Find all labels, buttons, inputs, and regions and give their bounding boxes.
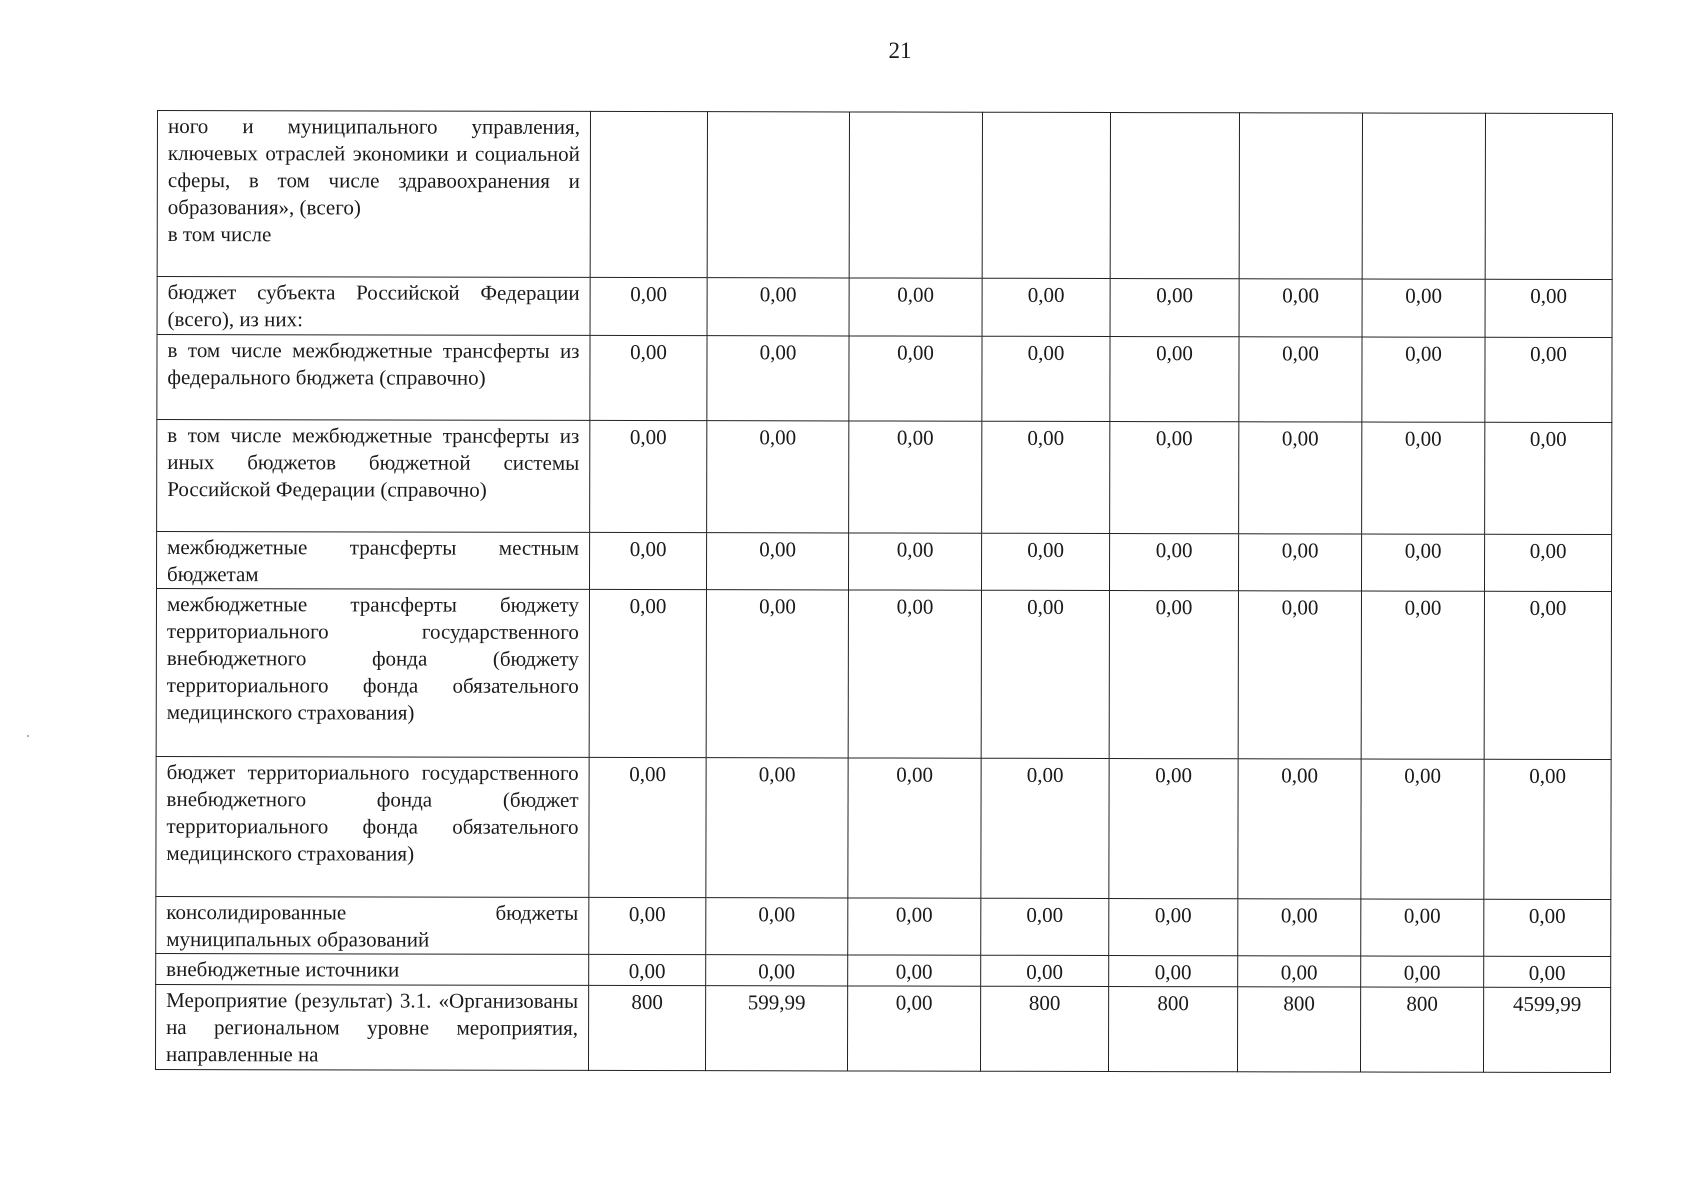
page-number: 21 xyxy=(888,38,912,63)
value-cell xyxy=(1239,113,1362,279)
value-cell: 0,00 xyxy=(981,533,1109,590)
table-row xyxy=(157,420,1612,535)
value-cell: 800 xyxy=(1360,987,1483,1072)
value-cell: 0,00 xyxy=(1110,421,1239,533)
value-cell: 0,00 xyxy=(590,335,707,420)
value-cell: 0,00 xyxy=(849,421,982,533)
value-cell: 0,00 xyxy=(982,278,1110,336)
row-label: в том числе межбюджетные трансферты из иных бюджетов бюджетной системы Российской Федерации (справочно) xyxy=(157,420,590,533)
value-cell: 0,00 xyxy=(1362,279,1485,337)
value-cell: 0,00 xyxy=(1485,337,1612,422)
value-cell: 0,00 xyxy=(1485,422,1612,534)
funding-table xyxy=(155,110,1613,1073)
value-cell: 800 xyxy=(1237,987,1360,1072)
value-cell: 0,00 xyxy=(1110,336,1239,421)
row-label: в том числе межбюджетные трансферты из федерального бюджета (справочно) xyxy=(157,335,590,421)
value-cell: 0,00 xyxy=(1109,533,1238,590)
table-row xyxy=(157,111,1612,280)
value-cell: 0,00 xyxy=(1109,590,1238,758)
value-cell: 0,00 xyxy=(706,758,848,898)
table-row xyxy=(157,277,1612,338)
value-cell: 0,00 xyxy=(706,955,848,986)
value-cell xyxy=(590,111,707,277)
table-row xyxy=(156,756,1611,899)
value-cell: 0,00 xyxy=(1484,534,1611,591)
value-cell xyxy=(1485,113,1612,279)
table-row xyxy=(156,953,1611,987)
table-row xyxy=(157,335,1612,423)
value-cell: 0,00 xyxy=(707,336,849,421)
row-label: ного и муниципального управления, ключевых отраслей экономики и социальной сферы, в том числе здравоохранения и образования», (всего) xyxy=(167,114,580,220)
row-label: Мероприятие (результат) 3.1. «Организованы на региональном уровне мероприятия, направленные на xyxy=(155,984,588,1070)
value-cell: 0,00 xyxy=(1361,534,1484,591)
value-cell: 0,00 xyxy=(848,590,981,758)
value-cell: 0,00 xyxy=(849,278,982,336)
value-cell: 0,00 xyxy=(706,590,848,758)
row-label: внебюджетные источники xyxy=(156,953,589,985)
value-cell: 800 xyxy=(588,985,705,1070)
value-cell: 4599,99 xyxy=(1483,987,1610,1072)
value-cell xyxy=(1362,113,1485,279)
value-cell: 0,00 xyxy=(848,533,981,590)
value-cell xyxy=(849,112,982,278)
value-cell: 0,00 xyxy=(1484,759,1611,899)
value-cell xyxy=(982,112,1110,278)
value-cell: 0,00 xyxy=(847,986,980,1071)
value-cell: 0,00 xyxy=(1238,899,1361,956)
value-cell: 0,00 xyxy=(1484,591,1611,759)
value-cell: 0,00 xyxy=(589,589,706,757)
row-label: межбюджетные трансферты бюджету территориального государственного внебюджетного фонда (бюджету территориального фонда обязательного медицинского страхования) xyxy=(156,589,589,758)
value-cell: 0,00 xyxy=(589,532,706,589)
value-cell: 0,00 xyxy=(1362,337,1485,422)
value-cell: 0,00 xyxy=(1484,956,1611,987)
row-label: консолидированные бюджеты муниципальных образований xyxy=(156,896,589,954)
table-row xyxy=(156,532,1611,592)
value-cell: 0,00 xyxy=(706,898,848,955)
value-cell: 0,00 xyxy=(1238,534,1361,591)
value-cell: 0,00 xyxy=(1238,591,1361,759)
value-cell: 0,00 xyxy=(589,897,706,954)
value-cell: 0,00 xyxy=(1361,759,1484,899)
value-cell: 0,00 xyxy=(981,955,1109,986)
value-cell: 0,00 xyxy=(1239,337,1362,422)
value-cell: 0,00 xyxy=(706,533,848,590)
value-cell: 599,99 xyxy=(705,986,847,1071)
value-cell: 0,00 xyxy=(589,954,706,985)
value-cell: 800 xyxy=(1108,986,1237,1071)
value-cell: 0,00 xyxy=(848,955,981,986)
value-cell xyxy=(1110,112,1239,278)
row-label: бюджет территориального государственного внебюджетного фонда (бюджет территориального фонда обязательного медицинского страхования) xyxy=(156,756,589,897)
value-cell: 0,00 xyxy=(1362,422,1485,534)
value-cell: 0,00 xyxy=(981,590,1109,758)
value-cell: 0,00 xyxy=(1361,956,1484,987)
value-cell: 0,00 xyxy=(1238,956,1361,987)
value-cell: 0,00 xyxy=(707,421,849,533)
value-cell: 0,00 xyxy=(848,898,981,955)
row-label: межбюджетные трансферты местным бюджетам xyxy=(156,532,589,590)
table-row xyxy=(156,589,1611,760)
row-label-cell xyxy=(157,111,590,278)
row-label-suffix: в том числе xyxy=(167,222,272,247)
value-cell: 0,00 xyxy=(1239,422,1362,534)
scan-speck xyxy=(27,735,29,737)
value-cell: 0,00 xyxy=(848,758,981,898)
value-cell: 0,00 xyxy=(589,757,706,897)
value-cell: 0,00 xyxy=(707,278,849,336)
funding-table-container xyxy=(155,110,1613,1073)
value-cell: 0,00 xyxy=(981,898,1109,955)
value-cell: 0,00 xyxy=(1238,759,1361,899)
value-cell: 0,00 xyxy=(1239,279,1362,337)
value-cell: 0,00 xyxy=(981,758,1109,898)
value-cell: 0,00 xyxy=(1484,899,1611,956)
value-cell: 0,00 xyxy=(590,420,707,532)
row-label: бюджет субъекта Российской Федерации (всего), из них: xyxy=(157,277,590,336)
value-cell: 0,00 xyxy=(1485,279,1612,337)
value-cell: 0,00 xyxy=(1109,898,1238,955)
table-row xyxy=(156,896,1611,956)
value-cell xyxy=(707,112,849,278)
value-cell: 0,00 xyxy=(1110,278,1239,336)
value-cell: 0,00 xyxy=(982,421,1110,533)
value-cell: 0,00 xyxy=(849,336,982,421)
table-row xyxy=(155,984,1610,1072)
value-cell: 0,00 xyxy=(1109,758,1238,898)
value-cell: 0,00 xyxy=(982,336,1110,421)
value-cell: 0,00 xyxy=(1109,955,1238,986)
value-cell: 800 xyxy=(980,986,1108,1071)
value-cell: 0,00 xyxy=(590,277,707,335)
value-cell: 0,00 xyxy=(1361,899,1484,956)
value-cell: 0,00 xyxy=(1361,591,1484,759)
